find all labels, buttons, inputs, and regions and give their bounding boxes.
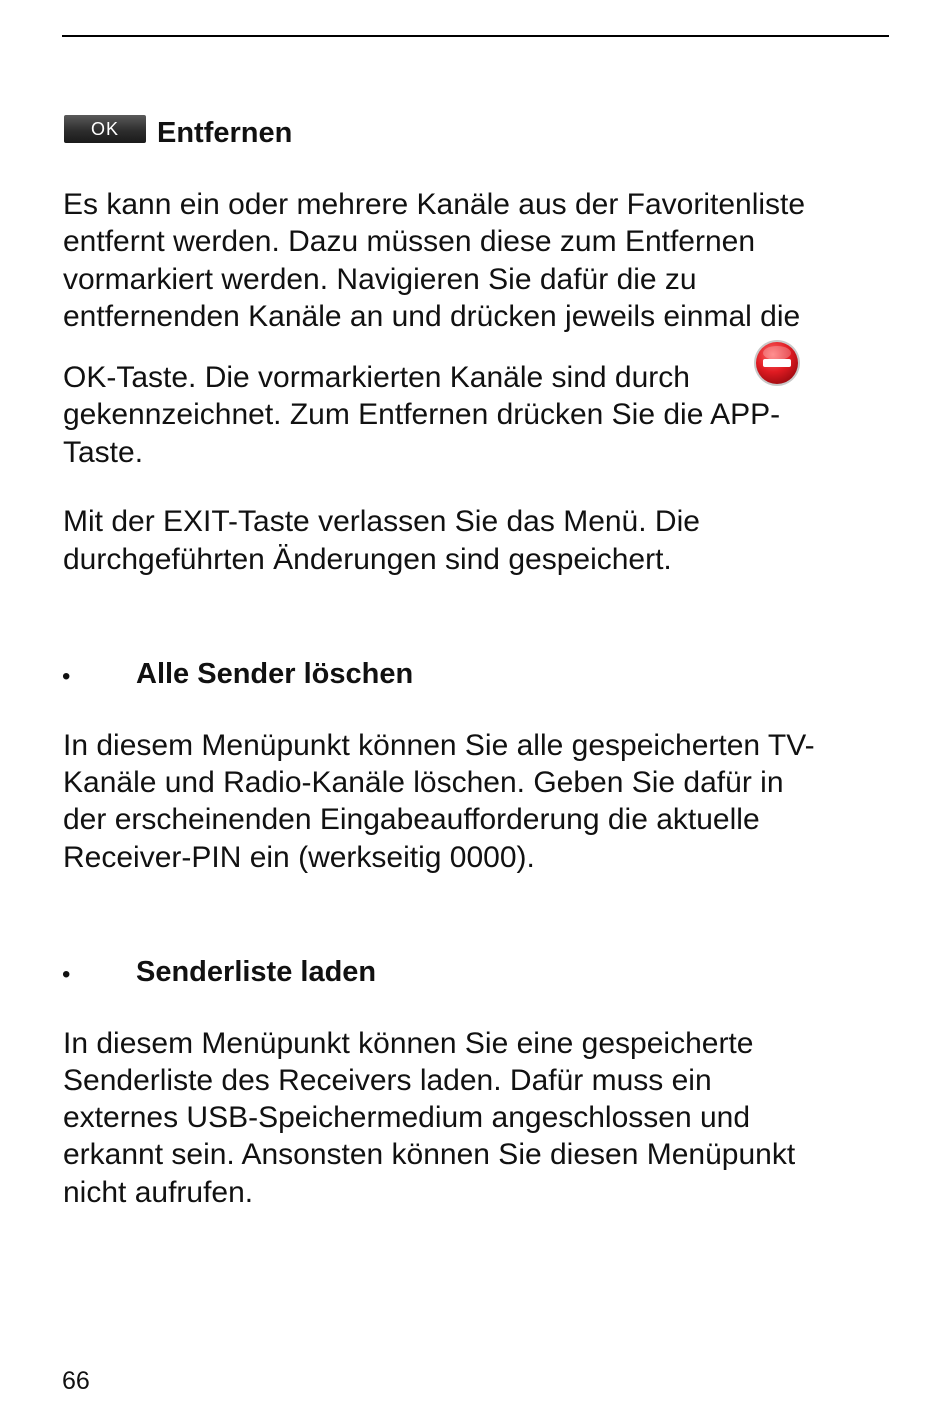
ok-key-icon: OK — [64, 115, 146, 143]
remove-icon — [752, 338, 802, 388]
paragraph-line: Receiver-PIN ein (werkseitig 0000). — [63, 841, 535, 874]
heading-entfernen: Entfernen — [157, 117, 293, 149]
paragraph-line: In diesem Menüpunkt können Sie alle gespeicherten TV- — [63, 729, 815, 762]
paragraph-line: entfernenden Kanäle an und drücken jeweils einmal die — [63, 300, 801, 333]
paragraph-line: Es kann ein oder mehrere Kanäle aus der Favoritenliste — [63, 188, 806, 221]
paragraph-line: Mit der EXIT-Taste verlassen Sie das Menü. Die — [63, 505, 700, 538]
heading-senderliste-laden: Senderliste laden — [136, 956, 377, 988]
paragraph-line: erkannt sein. Ansonsten können Sie diesen Menüpunkt — [63, 1138, 796, 1171]
paragraph-line: Taste. — [63, 436, 144, 469]
paragraph-line: durchgeführten Änderungen sind gespeichert. — [63, 543, 672, 576]
top-divider — [62, 35, 889, 37]
paragraph-line: entfernt werden. Dazu müssen diese zum Entfernen — [63, 225, 756, 258]
paragraph-line: vormarkiert werden. Navigieren Sie dafür die zu — [63, 263, 697, 296]
paragraph-line: OK-Taste. Die vormarkierten Kanäle sind durch — [63, 361, 690, 394]
paragraph-line: In diesem Menüpunkt können Sie eine gespeicherte — [63, 1027, 754, 1060]
bullet-senderliste: • — [62, 961, 71, 988]
paragraph-line: Kanäle und Radio-Kanäle löschen. Geben Sie dafür in — [63, 766, 784, 799]
paragraph-line: nicht aufrufen. — [63, 1176, 254, 1209]
heading-alle-sender-loeschen: Alle Sender löschen — [136, 658, 414, 690]
bullet-alle-sender: • — [62, 663, 71, 690]
paragraph-line: gekennzeichnet. Zum Entfernen drücken Sie die APP- — [63, 398, 781, 431]
paragraph-line: Senderliste des Receivers laden. Dafür muss ein — [63, 1064, 712, 1097]
paragraph-line: externes USB-Speichermedium angeschlossen und — [63, 1101, 751, 1134]
page-number: 66 — [62, 1367, 90, 1395]
paragraph-line: der erscheinenden Eingabeaufforderung die aktuelle — [63, 803, 760, 836]
